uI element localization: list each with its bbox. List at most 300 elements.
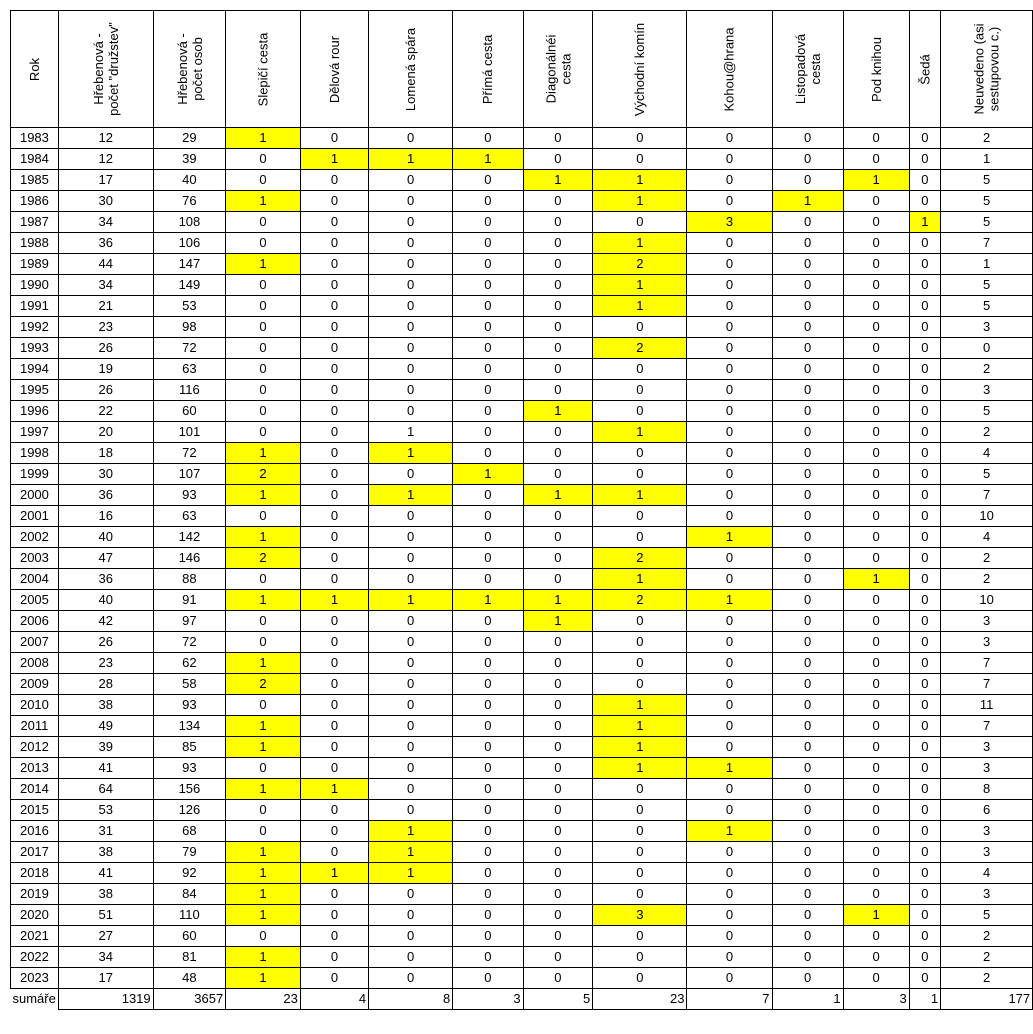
year-cell: 2017 — [11, 842, 59, 863]
table-cell: 0 — [843, 632, 909, 653]
table-cell: 0 — [300, 548, 368, 569]
table-cell: 0 — [523, 359, 593, 380]
column-header — [772, 11, 843, 128]
table-cell: 2 — [941, 968, 1033, 989]
table-cell: 17 — [58, 170, 153, 191]
table-cell: 0 — [300, 905, 368, 926]
table-cell: 16 — [58, 506, 153, 527]
table-cell: 0 — [369, 884, 453, 905]
sum-cell: 7 — [687, 989, 772, 1010]
table-cell: 0 — [369, 464, 453, 485]
table-cell: 0 — [909, 758, 940, 779]
table-row — [11, 191, 1033, 212]
table-row — [11, 359, 1033, 380]
table-cell: 0 — [593, 884, 687, 905]
year-cell: 1984 — [11, 149, 59, 170]
table-cell: 0 — [453, 674, 523, 695]
table-cell: 149 — [153, 275, 226, 296]
table-cell: 60 — [153, 401, 226, 422]
table-cell: 0 — [226, 758, 301, 779]
table-cell: 0 — [453, 191, 523, 212]
table-cell: 0 — [226, 317, 301, 338]
table-cell: 31 — [58, 821, 153, 842]
table-cell: 0 — [369, 254, 453, 275]
table-cell: 1 — [523, 170, 593, 191]
year-cell: 2011 — [11, 716, 59, 737]
table-cell: 0 — [843, 317, 909, 338]
table-cell: 1 — [941, 149, 1033, 170]
table-cell: 0 — [687, 422, 772, 443]
table-cell: 1 — [593, 422, 687, 443]
table-row — [11, 926, 1033, 947]
table-cell: 0 — [687, 464, 772, 485]
table-cell: 0 — [453, 443, 523, 464]
table-cell: 0 — [772, 758, 843, 779]
table-cell: 5 — [941, 296, 1033, 317]
table-cell: 1 — [687, 527, 772, 548]
table-cell: 0 — [909, 485, 940, 506]
table-cell: 2 — [226, 548, 301, 569]
table-cell: 0 — [300, 947, 368, 968]
table-cell: 0 — [909, 254, 940, 275]
table-cell: 29 — [153, 128, 226, 149]
table-cell: 0 — [772, 548, 843, 569]
table-cell: 0 — [772, 464, 843, 485]
table-cell: 0 — [453, 317, 523, 338]
table-cell: 0 — [523, 338, 593, 359]
table-cell: 0 — [226, 233, 301, 254]
table-cell: 0 — [300, 401, 368, 422]
table-cell: 5 — [941, 170, 1033, 191]
table-cell: 0 — [523, 191, 593, 212]
table-cell: 0 — [453, 884, 523, 905]
table-cell: 0 — [843, 716, 909, 737]
table-cell: 0 — [687, 695, 772, 716]
table-cell: 0 — [909, 884, 940, 905]
year-cell: 2004 — [11, 569, 59, 590]
table-cell: 107 — [153, 464, 226, 485]
table-cell: 3 — [687, 212, 772, 233]
table-cell: 30 — [58, 464, 153, 485]
year-cell: 1993 — [11, 338, 59, 359]
table-cell: 0 — [226, 359, 301, 380]
table-cell: 93 — [153, 695, 226, 716]
table-row — [11, 716, 1033, 737]
table-cell: 1 — [226, 884, 301, 905]
table-cell: 0 — [453, 632, 523, 653]
column-header — [941, 11, 1033, 128]
table-cell: 0 — [453, 842, 523, 863]
table-cell: 0 — [300, 485, 368, 506]
table-cell: 0 — [523, 443, 593, 464]
table-cell: 1 — [226, 485, 301, 506]
table-cell: 19 — [58, 359, 153, 380]
table-cell: 0 — [300, 653, 368, 674]
table-cell: 0 — [772, 443, 843, 464]
column-header-label: Hřebenová - počet osob — [174, 33, 205, 105]
table-cell: 3 — [941, 842, 1033, 863]
table-cell: 38 — [58, 842, 153, 863]
table-cell: 1 — [687, 821, 772, 842]
table-cell: 0 — [369, 653, 453, 674]
table-cell: 0 — [300, 632, 368, 653]
table-cell: 0 — [843, 464, 909, 485]
table-cell: 2 — [941, 548, 1033, 569]
table-cell: 1 — [369, 863, 453, 884]
table-row — [11, 149, 1033, 170]
table-row — [11, 506, 1033, 527]
table-cell: 1 — [843, 170, 909, 191]
table-cell: 142 — [153, 527, 226, 548]
column-header-label: Neuvedeno (asi sestupovou c.) — [971, 23, 1002, 115]
table-cell: 0 — [687, 485, 772, 506]
table-cell: 0 — [843, 338, 909, 359]
table-cell: 0 — [687, 569, 772, 590]
table-cell: 62 — [153, 653, 226, 674]
table-cell: 0 — [772, 716, 843, 737]
table-cell: 5 — [941, 191, 1033, 212]
table-cell: 0 — [369, 926, 453, 947]
table-cell: 0 — [369, 128, 453, 149]
table-row — [11, 233, 1033, 254]
year-cell: 2014 — [11, 779, 59, 800]
table-row — [11, 275, 1033, 296]
table-cell: 1 — [226, 779, 301, 800]
table-cell: 0 — [941, 338, 1033, 359]
table-cell: 0 — [453, 695, 523, 716]
table-cell: 0 — [843, 191, 909, 212]
table-cell: 63 — [153, 359, 226, 380]
table-cell: 0 — [843, 884, 909, 905]
table-cell: 7 — [941, 485, 1033, 506]
table-cell: 1 — [593, 191, 687, 212]
table-cell: 0 — [843, 863, 909, 884]
table-cell: 1 — [593, 716, 687, 737]
sum-cell: 8 — [369, 989, 453, 1010]
table-cell: 0 — [687, 779, 772, 800]
table-row — [11, 422, 1033, 443]
table-cell: 0 — [523, 863, 593, 884]
table-cell: 51 — [58, 905, 153, 926]
table-row — [11, 590, 1033, 611]
table-cell: 39 — [58, 737, 153, 758]
table-cell: 0 — [369, 212, 453, 233]
table-cell: 0 — [453, 926, 523, 947]
table-cell: 0 — [687, 800, 772, 821]
table-cell: 1 — [226, 590, 301, 611]
table-cell: 0 — [593, 128, 687, 149]
table-cell: 79 — [153, 842, 226, 863]
table-cell: 3 — [941, 632, 1033, 653]
table-cell: 1 — [226, 863, 301, 884]
table-cell: 21 — [58, 296, 153, 317]
table-cell: 0 — [772, 170, 843, 191]
year-cell: 2002 — [11, 527, 59, 548]
table-cell: 1 — [593, 233, 687, 254]
table-cell: 40 — [58, 527, 153, 548]
table-cell: 0 — [300, 464, 368, 485]
table-row — [11, 737, 1033, 758]
table-cell: 0 — [843, 485, 909, 506]
table-cell: 0 — [369, 905, 453, 926]
table-cell: 0 — [843, 233, 909, 254]
table-cell: 0 — [453, 968, 523, 989]
table-cell: 0 — [593, 947, 687, 968]
table-cell: 0 — [523, 737, 593, 758]
table-cell: 0 — [593, 800, 687, 821]
table-cell: 1 — [226, 947, 301, 968]
table-cell: 0 — [453, 275, 523, 296]
table-cell: 0 — [843, 968, 909, 989]
table-cell: 1 — [453, 590, 523, 611]
table-cell: 0 — [300, 317, 368, 338]
table-cell: 0 — [772, 695, 843, 716]
table-cell: 17 — [58, 968, 153, 989]
year-cell: 2003 — [11, 548, 59, 569]
table-cell: 0 — [300, 716, 368, 737]
table-cell: 0 — [593, 380, 687, 401]
column-header — [453, 11, 523, 128]
table-cell: 0 — [369, 548, 453, 569]
table-cell: 1 — [523, 485, 593, 506]
sum-cell: 1 — [909, 989, 940, 1010]
table-cell: 0 — [523, 464, 593, 485]
table-cell: 0 — [226, 149, 301, 170]
table-cell: 1 — [369, 443, 453, 464]
table-cell: 0 — [909, 359, 940, 380]
table-cell: 0 — [453, 905, 523, 926]
year-cell: 2023 — [11, 968, 59, 989]
table-cell: 0 — [687, 296, 772, 317]
table-row — [11, 905, 1033, 926]
year-cell: 1991 — [11, 296, 59, 317]
year-cell: 2008 — [11, 653, 59, 674]
table-cell: 72 — [153, 443, 226, 464]
table-cell: 0 — [453, 233, 523, 254]
table-cell: 0 — [772, 128, 843, 149]
table-row — [11, 443, 1033, 464]
table-row — [11, 485, 1033, 506]
table-cell: 0 — [453, 611, 523, 632]
year-cell: 2015 — [11, 800, 59, 821]
table-cell: 0 — [593, 506, 687, 527]
year-cell: 1999 — [11, 464, 59, 485]
table-cell: 0 — [843, 611, 909, 632]
table-cell: 2 — [941, 569, 1033, 590]
sum-cell: 177 — [941, 989, 1033, 1010]
table-cell: 1 — [593, 275, 687, 296]
table-cell: 0 — [843, 947, 909, 968]
table-cell: 10 — [941, 590, 1033, 611]
table-cell: 0 — [369, 758, 453, 779]
table-cell: 0 — [687, 968, 772, 989]
table-cell: 0 — [369, 338, 453, 359]
table-cell: 0 — [909, 149, 940, 170]
table-cell: 1 — [687, 758, 772, 779]
table-row — [11, 548, 1033, 569]
column-header-label: Rok — [26, 57, 42, 81]
table-cell: 0 — [593, 653, 687, 674]
table-cell: 1 — [593, 170, 687, 191]
table-cell: 0 — [523, 779, 593, 800]
table-cell: 34 — [58, 212, 153, 233]
table-cell: 5 — [941, 905, 1033, 926]
table-cell: 53 — [58, 800, 153, 821]
table-cell: 0 — [772, 485, 843, 506]
table-cell: 0 — [593, 611, 687, 632]
table-cell: 0 — [843, 821, 909, 842]
table-cell: 0 — [593, 443, 687, 464]
year-cell: 1997 — [11, 422, 59, 443]
table-cell: 0 — [909, 317, 940, 338]
table-cell: 0 — [593, 527, 687, 548]
table-cell: 1 — [369, 149, 453, 170]
table-row — [11, 632, 1033, 653]
table-cell: 0 — [772, 422, 843, 443]
table-cell: 0 — [369, 506, 453, 527]
table-cell: 93 — [153, 485, 226, 506]
table-cell: 0 — [300, 128, 368, 149]
table-cell: 0 — [772, 338, 843, 359]
table-cell: 0 — [453, 485, 523, 506]
table-cell: 0 — [687, 317, 772, 338]
table-cell: 101 — [153, 422, 226, 443]
table-row — [11, 338, 1033, 359]
table-cell: 0 — [772, 674, 843, 695]
table-cell: 49 — [58, 716, 153, 737]
table-cell: 98 — [153, 317, 226, 338]
column-header-label: Pod knihou — [868, 36, 884, 102]
table-cell: 64 — [58, 779, 153, 800]
table-cell: 0 — [523, 968, 593, 989]
table-cell: 0 — [523, 800, 593, 821]
table-cell: 0 — [523, 296, 593, 317]
table-cell: 0 — [772, 296, 843, 317]
table-cell: 0 — [453, 527, 523, 548]
table-cell: 2 — [593, 548, 687, 569]
table-cell: 0 — [300, 443, 368, 464]
table-cell: 92 — [153, 863, 226, 884]
table-row — [11, 947, 1033, 968]
year-cell: 1994 — [11, 359, 59, 380]
year-cell: 1992 — [11, 317, 59, 338]
year-cell: 2005 — [11, 590, 59, 611]
table-cell: 0 — [772, 401, 843, 422]
table-cell: 2 — [941, 128, 1033, 149]
table-cell: 1 — [523, 611, 593, 632]
table-cell: 0 — [369, 317, 453, 338]
table-cell: 1 — [226, 905, 301, 926]
column-header-label: Přímá cesta — [480, 34, 496, 104]
table-cell: 0 — [453, 380, 523, 401]
table-cell: 76 — [153, 191, 226, 212]
table-cell: 1 — [226, 716, 301, 737]
table-cell: 0 — [226, 821, 301, 842]
table-cell: 0 — [593, 149, 687, 170]
table-cell: 0 — [772, 653, 843, 674]
table-cell: 0 — [300, 359, 368, 380]
table-cell: 0 — [687, 611, 772, 632]
table-cell: 1 — [226, 128, 301, 149]
table-cell: 0 — [772, 611, 843, 632]
table-row — [11, 863, 1033, 884]
table-cell: 1 — [593, 296, 687, 317]
year-cell: 2018 — [11, 863, 59, 884]
table-cell: 0 — [453, 800, 523, 821]
table-cell: 0 — [369, 380, 453, 401]
table-cell: 0 — [369, 779, 453, 800]
table-cell: 0 — [369, 275, 453, 296]
year-cell: 2019 — [11, 884, 59, 905]
table-row — [11, 254, 1033, 275]
table-cell: 0 — [453, 296, 523, 317]
table-cell: 39 — [153, 149, 226, 170]
table-cell: 0 — [226, 611, 301, 632]
table-cell: 0 — [909, 674, 940, 695]
table-cell: 108 — [153, 212, 226, 233]
table-cell: 1 — [523, 401, 593, 422]
table-cell: 0 — [300, 695, 368, 716]
sum-cell: 3 — [843, 989, 909, 1010]
table-cell: 60 — [153, 926, 226, 947]
table-cell: 0 — [593, 863, 687, 884]
table-cell: 0 — [772, 317, 843, 338]
table-cell: 0 — [369, 968, 453, 989]
table-cell: 0 — [909, 632, 940, 653]
table-cell: 7 — [941, 716, 1033, 737]
year-cell: 2022 — [11, 947, 59, 968]
table-cell: 0 — [687, 926, 772, 947]
table-cell: 110 — [153, 905, 226, 926]
table-cell: 26 — [58, 380, 153, 401]
table-cell: 0 — [909, 863, 940, 884]
table-cell: 0 — [300, 800, 368, 821]
table-cell: 0 — [843, 506, 909, 527]
table-cell: 2 — [593, 590, 687, 611]
table-cell: 0 — [453, 401, 523, 422]
table-cell: 0 — [772, 590, 843, 611]
table-cell: 85 — [153, 737, 226, 758]
table-cell: 0 — [687, 884, 772, 905]
table-cell: 0 — [226, 506, 301, 527]
table-cell: 0 — [593, 464, 687, 485]
column-header — [523, 11, 593, 128]
table-cell: 0 — [453, 254, 523, 275]
table-cell: 0 — [772, 779, 843, 800]
sum-row — [11, 989, 1033, 1010]
sum-cell: 4 — [300, 989, 368, 1010]
table-cell: 3 — [941, 884, 1033, 905]
table-cell: 0 — [843, 254, 909, 275]
table-cell: 0 — [300, 506, 368, 527]
year-cell: 2020 — [11, 905, 59, 926]
table-cell: 0 — [909, 716, 940, 737]
table-cell: 0 — [772, 800, 843, 821]
table-cell: 0 — [300, 233, 368, 254]
table-row — [11, 296, 1033, 317]
table-cell: 0 — [369, 401, 453, 422]
column-header-label: Diagonálnéi cesta — [542, 34, 573, 104]
table-cell: 0 — [369, 716, 453, 737]
table-cell: 0 — [300, 527, 368, 548]
table-cell: 0 — [909, 548, 940, 569]
table-cell: 0 — [843, 590, 909, 611]
table-cell: 0 — [226, 800, 301, 821]
table-cell: 1 — [226, 191, 301, 212]
table-cell: 7 — [941, 674, 1033, 695]
table-cell: 58 — [153, 674, 226, 695]
table-cell: 1 — [453, 149, 523, 170]
